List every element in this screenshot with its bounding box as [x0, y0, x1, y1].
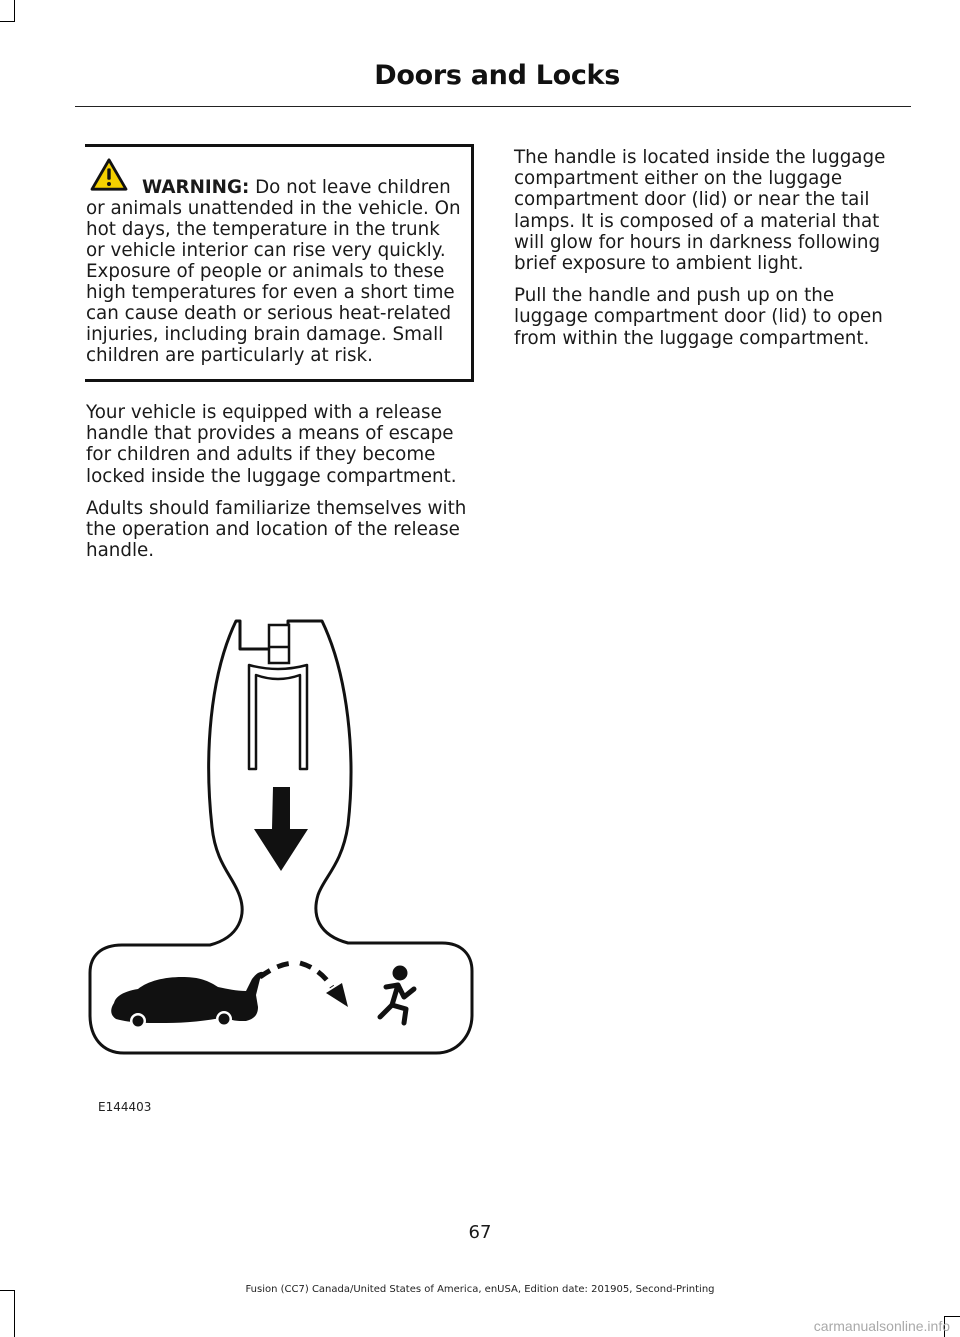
figure-id: E144403 — [98, 1100, 152, 1114]
page-number: 67 — [468, 1222, 492, 1243]
paragraph: The handle is located inside the luggage compartment either on the luggage compartment door (lid) or near the tail lamps. It is composed of a material that will glow for hours in darkness following brief exposure to ambient light. — [514, 147, 886, 275]
handle-slot — [269, 625, 289, 663]
crop-mark — [14, 1290, 15, 1337]
crop-mark — [14, 0, 15, 22]
paragraph: Pull the handle and push up on the luggage compartment door (lid) to open from within the luggage compartment. — [514, 285, 883, 349]
warning-label: WARNING: — [142, 177, 250, 198]
page-title: Doors and Locks — [374, 60, 620, 91]
paragraph: Your vehicle is equipped with a release handle that provides a means of escape for children and adults if they become locked inside the luggage compartment. — [86, 402, 457, 487]
footer-text: Fusion (CC7) Canada/United States of America, enUSA, Edition date: 201905, Second-Printing — [245, 1284, 715, 1295]
warning-text — [86, 144, 472, 366]
warning-box — [86, 144, 472, 366]
crop-mark — [0, 21, 15, 22]
trunk-release-handle-illustration — [86, 615, 476, 1055]
warning-body: Do not leave children or animals unattended in the vehicle. On hot days, the temperature in the trunk or vehicle interior can rise very quickly. Exposure of people or animals to these high temperatures for even a short time can cause death or serious heat-related injuries, including brain damage. Small children are particularly at risk. — [86, 177, 461, 366]
paragraph: Adults should familiarize themselves with the operation and location of the release handle. — [86, 497, 467, 562]
right-column — [514, 147, 910, 360]
crop-mark — [944, 1316, 960, 1317]
header-divider — [75, 106, 911, 107]
watermark: carmanualsonline.info — [813, 1318, 950, 1334]
left-column — [86, 144, 472, 572]
